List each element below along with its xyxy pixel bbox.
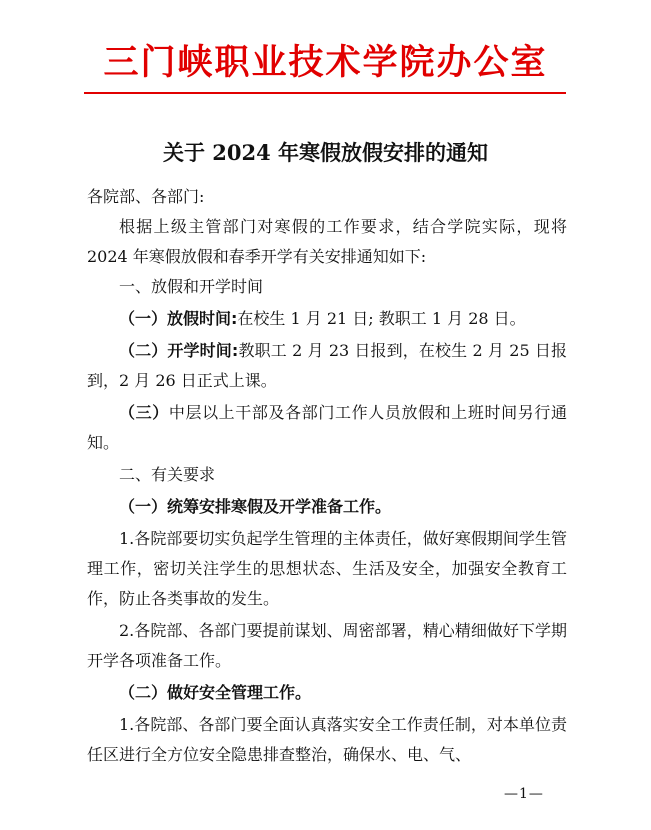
item-label: （二）开学时间:: [119, 341, 239, 360]
subsection2-paragraph-1: 1.各院部、各部门要全面认真落实安全工作责任制，对本单位责任区进行全方位安全隐患排查整治，确保水、电、气、: [87, 715, 567, 764]
section-heading-2: 二、有关要求: [119, 465, 216, 484]
page-number: —1—: [504, 786, 544, 802]
subsection-heading-2: （二）做好安全管理工作。: [119, 683, 312, 702]
document-title: 关于 2024 年寒假放假安排的通知: [162, 140, 489, 165]
masthead-divider: [84, 92, 566, 94]
subsection-heading-1: （一）统筹安排寒假及开学准备工作。: [119, 497, 392, 516]
subsection1-paragraph-1: 1.各院部要切实负起学生管理的主体责任，做好寒假期间学生管理工作，密切关注学生的思想状态、生活及安全，加强安全教育工作，防止各类事故的发生。: [87, 529, 567, 608]
section-heading-1: 一、放假和开学时间: [119, 277, 264, 296]
section1-item-3: [87, 398, 567, 458]
item-label: （一）放假时间:: [119, 309, 238, 328]
item-text: 教职工 2 月 23 日报到，在校生 2 月 25 日报到，2 月 26 日正式上课。: [87, 341, 567, 390]
document-body: [87, 182, 567, 770]
item-text: 在校生 1 月 21 日; 教职工 1 月 28 日。: [237, 309, 526, 328]
section1-item-1: [87, 304, 567, 334]
subsection1-paragraph-2: 2.各院部、各部门要提前谋划、周密部署，精心精细做好下学期开学各项准备工作。: [87, 621, 567, 670]
salutation: 各院部、各部门:: [87, 187, 205, 206]
masthead-title: 三门峡职业技术学院办公室: [103, 43, 548, 83]
item-label: （三）: [119, 403, 169, 422]
section1-item-2: [87, 336, 567, 396]
item-text: 中层以上干部及各部门工作人员放假和上班时间另行通知。: [87, 403, 567, 452]
intro-paragraph: 根据上级主管部门对寒假的工作要求，结合学院实际，现将 2024 年寒假放假和春季开学有关安排通知如下:: [87, 217, 567, 266]
